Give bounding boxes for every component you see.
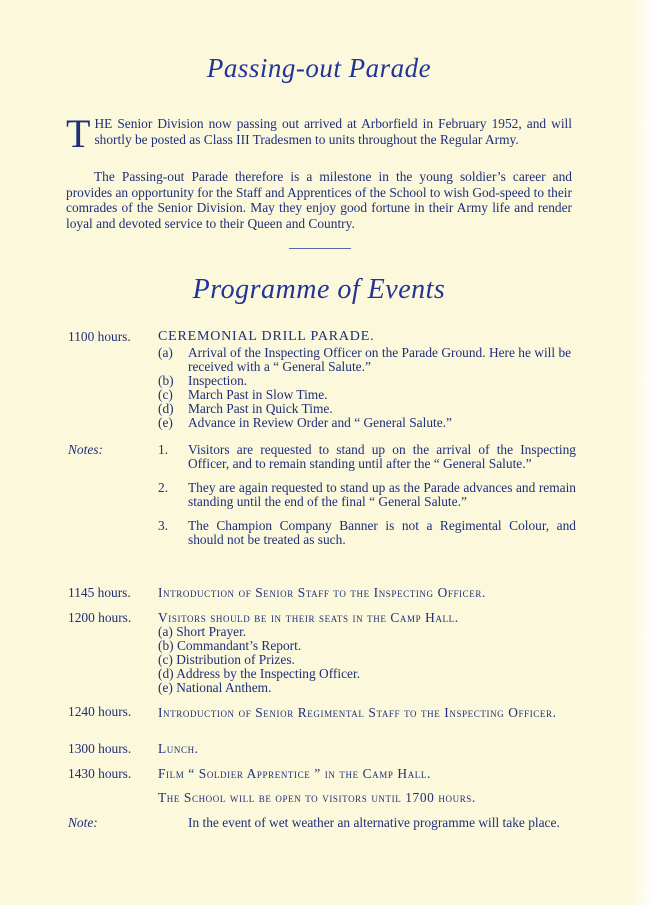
item-text: Inspection. (188, 373, 248, 388)
event-time: 1100 hours. (68, 329, 131, 344)
item-text: Advance in Review Order and “ General Salute.” (188, 415, 452, 430)
event-time: 1430 hours. (68, 766, 132, 781)
intro-paragraph-1 (66, 111, 572, 156)
intro-paragraph-2: The Passing-out Parade therefore is a milestone in the young soldier’s career and provides an opportunity for the Staff and Apprentices of the School to wish God-speed to their comrades of the Senior Division. May they enjoy good fortune in their Army life and render loyal and devoted service to their Queen and Country. (66, 169, 572, 231)
note-number: 1. (158, 442, 169, 457)
event-item-list (158, 346, 576, 430)
item-text: Distribution of Prizes. (176, 652, 295, 667)
event-heading: Visitors should be in their seats in the Camp Hall. (158, 610, 459, 625)
note-item (158, 443, 576, 471)
divider-rule (289, 248, 351, 249)
list-item (158, 402, 576, 416)
item-text: Short Prayer. (176, 624, 247, 639)
event-text: Film “ Soldier Apprentice ” in the Camp Hall. (158, 766, 431, 781)
event-time: 1200 hours. (68, 610, 132, 625)
item-text: March Past in Quick Time. (188, 401, 333, 416)
event-heading: CEREMONIAL DRILL PARADE. (158, 329, 375, 344)
list-item (158, 388, 576, 402)
final-note-text: In the event of wet weather an alternative programme will take place. (188, 815, 560, 830)
note-item (158, 519, 576, 547)
note-text: They are again requested to stand up as the Parade advances and remain standing until the end of the final “ General Salute.” (188, 480, 576, 509)
item-key: (b) (158, 638, 174, 653)
list-item (158, 416, 576, 430)
event-body (158, 330, 576, 430)
intro-text-1: HE Senior Division now passing out arrived at Arborfield in February 1952, and will shortly be posted as Class III Tradesmen to units throughout the Regular Army. (94, 116, 572, 147)
event-item-list (158, 625, 576, 695)
note-text: The Champion Company Banner is not a Regimental Colour, and should not be treated as such. (188, 518, 576, 547)
notes-body (158, 443, 576, 557)
event-text: Introduction of Senior Staff to the Inspecting Officer. (158, 585, 486, 600)
programme-title: Programme of Events (192, 274, 446, 305)
item-key: (a) (158, 345, 173, 360)
item-key: (a) (158, 624, 173, 639)
list-item (158, 653, 576, 667)
list-item (158, 625, 576, 639)
note-text: Visitors are requested to stand up on the arrival of the Inspecting Officer, and to remain standing until after the “ General Salute.” (188, 442, 576, 471)
event-time: 1145 hours. (68, 585, 131, 600)
drop-cap: T (66, 111, 91, 156)
item-key: (c) (158, 652, 173, 667)
event-body (158, 611, 576, 695)
page-edge (628, 0, 650, 905)
list-item (158, 639, 576, 653)
list-item (158, 667, 576, 681)
note-number: 2. (158, 480, 169, 495)
item-text: Address by the Inspecting Officer. (176, 666, 361, 681)
item-text: Arrival of the Inspecting Officer on the Parade Ground. Here he will be received with a “ General Salute.” (188, 345, 572, 374)
event-time: 1300 hours. (68, 741, 132, 756)
school-open-text: The School will be open to visitors until 1700 hours. (158, 790, 476, 805)
item-key: (e) (158, 680, 173, 695)
item-text: National Anthem. (176, 680, 272, 695)
item-text: March Past in Slow Time. (188, 387, 328, 402)
event-time: 1240 hours. (68, 704, 132, 719)
final-note-label: Note: (68, 815, 98, 830)
item-key: (c) (158, 387, 173, 402)
event-text: Lunch. (158, 741, 199, 756)
item-key: (d) (158, 401, 174, 416)
note-item (158, 481, 576, 509)
item-text: Commandant’s Report. (176, 638, 302, 653)
item-key: (d) (158, 666, 174, 681)
list-item (158, 681, 576, 695)
item-key: (b) (158, 373, 174, 388)
list-item (158, 346, 576, 374)
notes-label: Notes: (68, 442, 103, 457)
note-number: 3. (158, 518, 169, 533)
event-text: Introduction of Senior Regimental Staff to the Inspecting Officer. (158, 705, 557, 720)
list-item (158, 374, 576, 388)
item-key: (e) (158, 415, 173, 430)
page-title: Passing-out Parade (206, 53, 432, 83)
